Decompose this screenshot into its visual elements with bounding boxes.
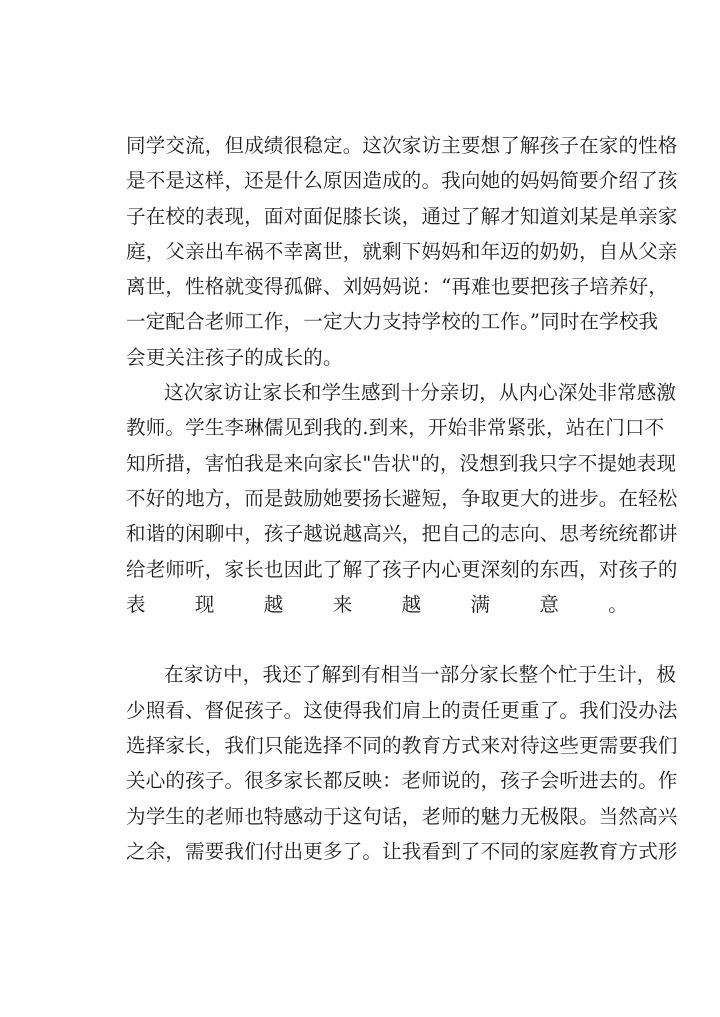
text-line: 这次家访让家长和学生感到十分亲切，从内心深处非常感激 bbox=[164, 381, 677, 405]
text-line: 庭，父亲出车祸不幸离世，就剩下妈妈和年迈的奶奶，自从父亲 bbox=[126, 239, 678, 263]
text-line: 和谐的闲聊中，孩子越说越高兴，把自己的志向、思考统统都讲 bbox=[126, 522, 678, 546]
text-line: 表现越来越满意。 bbox=[126, 592, 628, 616]
text-line: 之余，需要我们付出更多了。让我看到了不同的家庭教育方式形 bbox=[126, 839, 678, 863]
text-line: 选择家长，我们只能选择不同的教育方式来对待这些更需要我们 bbox=[126, 734, 678, 758]
text-line: 一定配合老师工作，一定大力支持学校的工作。”同时在学校我 bbox=[126, 310, 659, 334]
paragraph-2 bbox=[126, 375, 678, 657]
text-line: 是不是这样，还是什么原因造成的。我向她的妈妈简要介绍了孩 bbox=[126, 169, 678, 193]
text-line: 在家访中，我还了解到有相当一部分家长整个忙于生计，极 bbox=[164, 663, 677, 687]
text-line: 给老师听，家长也因此了解了孩子内心更深刻的东西，对孩子的 bbox=[126, 557, 678, 581]
text-line: 子在校的表现，面对面促膝长谈，通过了解才知道刘某是单亲家 bbox=[126, 204, 678, 228]
text-line: 知所措，害怕我是来向家长"告状"的，没想到我只字不提她表现 bbox=[126, 451, 677, 475]
text-line: 同学交流，但成绩很稳定。这次家访主要想了解孩子在家的性格 bbox=[126, 134, 678, 157]
text-line: 关心的孩子。很多家长都反映：老师说的，孩子会听进去的。作 bbox=[126, 769, 678, 793]
text-line: 会更关注孩子的成长的。 bbox=[126, 345, 343, 369]
paragraph-1 bbox=[126, 128, 678, 375]
text-line: 为学生的老师也特感动于这句话，老师的魅力无极限。当然高兴 bbox=[126, 804, 678, 828]
text-line bbox=[126, 622, 628, 657]
text-line: 教师。学生李琳儒见到我的.到来，开始非常紧张，站在门口不 bbox=[126, 416, 665, 440]
paragraph-3 bbox=[126, 657, 678, 869]
text-line: 不好的地方，而是鼓励她要扬长避短，争取更大的进步。在轻松 bbox=[126, 486, 678, 510]
text-line: 少照看、督促孩子。这使得我们肩上的责任更重了。我们没办法 bbox=[126, 698, 678, 722]
body-text bbox=[126, 128, 678, 869]
text-line: 离世，性格就变得孤僻、刘妈妈说：“再难也要把孩子培养好， bbox=[126, 275, 669, 299]
